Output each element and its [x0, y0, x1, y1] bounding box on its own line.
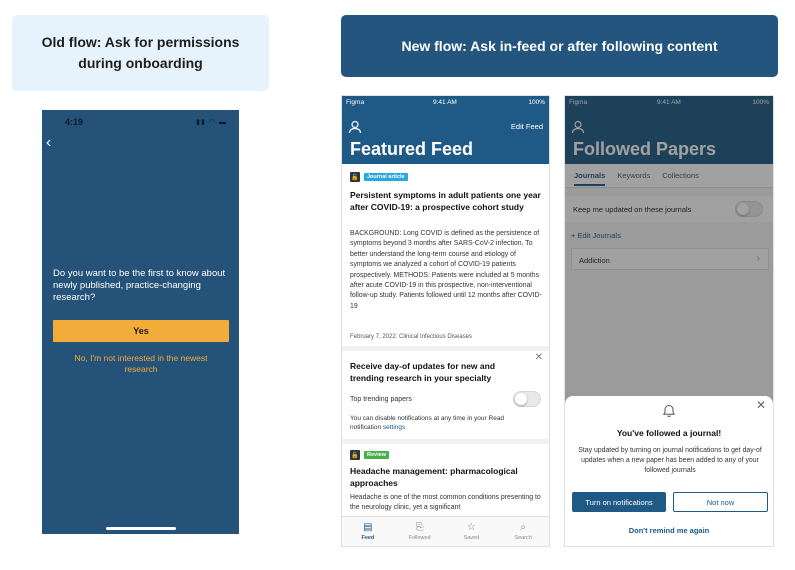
dont-remind-link[interactable]: Don't remind me again: [628, 526, 710, 535]
home-indicator: [106, 527, 176, 530]
top-trending-toggle[interactable]: [513, 391, 541, 407]
article-abstract: Headache is one of the most common conditions presenting to the neurology clinic, yet a significant: [350, 494, 541, 512]
followed-journal-sheet: [565, 396, 773, 547]
star-icon: ☆: [466, 522, 476, 533]
followed-icon: ⎘: [415, 522, 424, 533]
journal-name: Addiction: [579, 256, 610, 265]
lock-icon: 🔓: [350, 172, 360, 182]
tab-saved[interactable]: ☆ Saved: [463, 522, 480, 541]
followed-papers-phone: [564, 95, 774, 547]
tab-search[interactable]: ⌕ Search: [514, 522, 532, 541]
old-flow-phone: [42, 110, 239, 534]
tab-followed[interactable]: ⎘ Followed: [408, 522, 431, 541]
back-chevron-icon[interactable]: ‹: [46, 134, 52, 151]
edit-journals-link[interactable]: + Edit Journals: [571, 231, 621, 240]
notification-card-title: Receive day-of updates for new and trending research in your specialty: [350, 361, 496, 383]
article-title[interactable]: Persistent symptoms in adult patients one year after COVID-19: a prospective cohort study: [350, 190, 541, 212]
article-badge-row: [350, 450, 389, 460]
article-meta: February 7, 2022: Clinical Infectious Diseases: [350, 334, 473, 340]
chevron-right-icon: ›: [756, 253, 760, 264]
old-flow-label: Old flow: Ask for permissions during onboarding: [12, 15, 269, 91]
bottom-tab-bar: [342, 516, 549, 546]
page-title: Featured Feed: [350, 139, 474, 159]
article-abstract: BACKGROUND: Long COVID is defined as the persistence of symptoms beyond 3 months after SARS-CoV-2 infection. To better understand the long-term course and etiology of symptoms we analyzed a cohort of COVID-19 patients prospectively. METHODS: Patients were included at 5 months after acute COVID-19 in this prospective, non-interventional follow-up study. Patients followed until 12 months after COVID-19: [350, 230, 542, 310]
bell-icon: [662, 404, 676, 418]
status-carrier: Figma: [569, 99, 588, 106]
tab-collections[interactable]: Collections: [662, 171, 699, 180]
close-icon[interactable]: ✕: [755, 398, 766, 412]
not-now-button[interactable]: Not now: [673, 492, 768, 512]
feed-icon: ▤: [363, 522, 373, 533]
sheet-body: Stay updated by turning on journal notifications to get day-of updates when a new paper has been added to any of your followed journals: [578, 447, 762, 474]
edit-feed-link[interactable]: Edit Feed: [510, 122, 543, 131]
review-badge: Review: [364, 451, 389, 459]
lock-icon: 🔓: [350, 450, 360, 460]
divider: [342, 346, 549, 351]
status-carrier: Figma: [346, 99, 365, 106]
status-time: 4:19: [65, 117, 84, 127]
settings-link[interactable]: settings: [382, 424, 406, 431]
divider: [342, 439, 549, 444]
toggle-label: Top trending papers: [350, 396, 412, 403]
status-time: 9:41 AM: [657, 99, 681, 106]
tab-journals[interactable]: Journals: [574, 171, 605, 186]
status-battery: 100%: [528, 99, 545, 106]
person-icon[interactable]: [348, 120, 362, 134]
new-flow-label: New flow: Ask in-feed or after following content: [341, 15, 778, 77]
disable-notice: You can disable notifications at any time in your Read notification settings: [350, 415, 505, 431]
tab-keywords[interactable]: Keywords: [617, 171, 651, 180]
turn-on-notifications-button[interactable]: Turn on notifications: [572, 492, 666, 512]
close-icon[interactable]: ✕: [534, 352, 543, 363]
status-time: 9:41 AM: [433, 99, 457, 106]
page-title: Followed Papers: [573, 139, 717, 159]
search-icon: ⌕: [520, 522, 526, 533]
yes-button[interactable]: Yes: [53, 320, 229, 342]
featured-feed-phone: [341, 95, 550, 547]
not-interested-link[interactable]: No, I'm not interested in the newest research: [74, 353, 208, 374]
article-badge-row: [350, 172, 408, 182]
tab-feed[interactable]: ▤ Feed: [361, 522, 375, 541]
sheet-title: You've followed a journal!: [616, 428, 722, 438]
status-battery: 100%: [752, 99, 769, 106]
article-title[interactable]: Headache management: pharmacological approaches: [350, 466, 518, 488]
keep-updated-label: Keep me updated on these journals: [573, 205, 692, 214]
journal-article-badge: Journal article: [364, 173, 408, 181]
permission-question: Do you want to be the first to know about newly published, practice-changing research?: [53, 268, 226, 303]
status-icons: ▮▮ ◠ ▬: [196, 119, 227, 126]
